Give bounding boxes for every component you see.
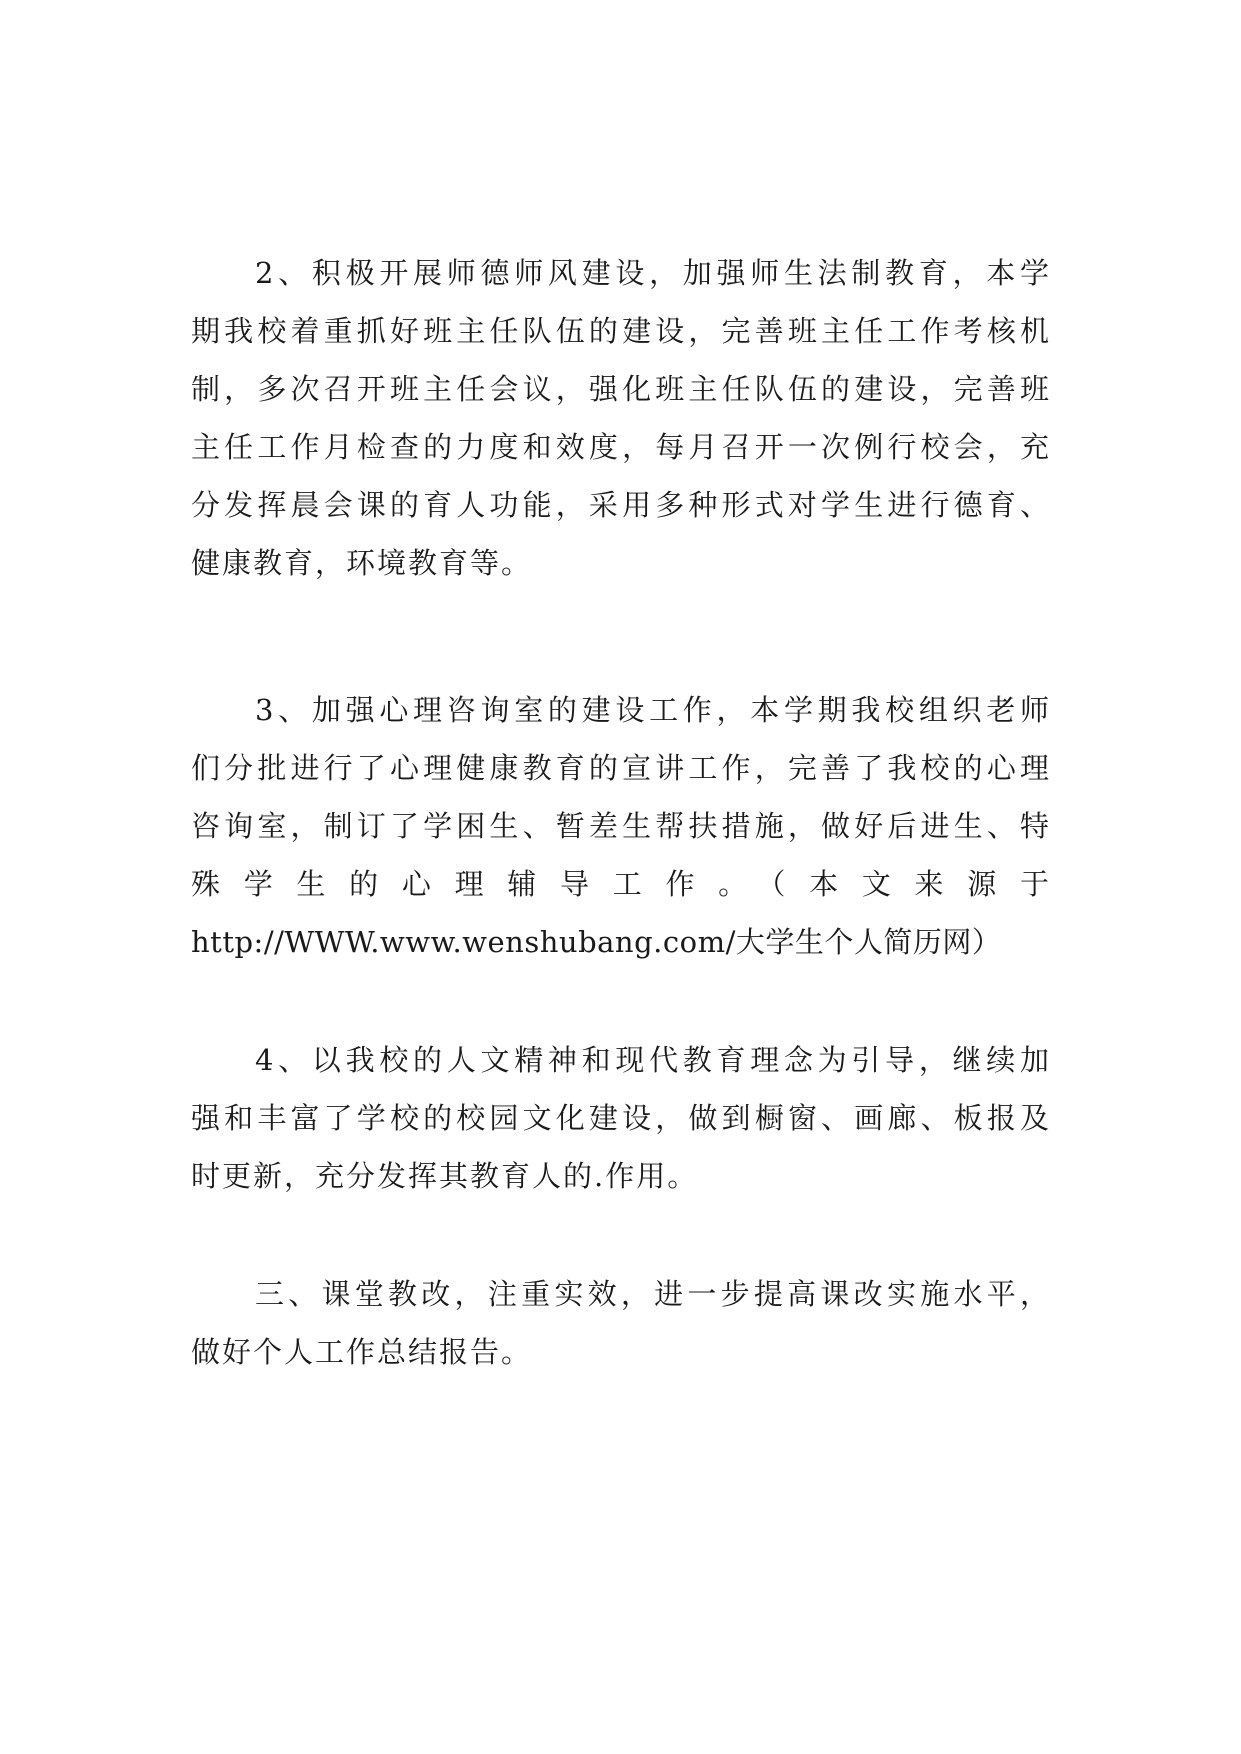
paragraph-line: 强和丰富了学校的校园文化建设，做到橱窗、画廊、板报及 [191, 1101, 1051, 1135]
paragraph-line: 健康教育，环境教育等。 [191, 546, 533, 580]
paragraph-line: 分发挥晨会课的育人功能，采用多种形式对学生进行德育、 [191, 488, 1051, 522]
paragraph-counseling-room [191, 681, 1051, 971]
paragraph-line: 时更新，充分发挥其教育人的.作用。 [191, 1159, 699, 1193]
paragraph-line: 制，多次召开班主任会议，强化班主任队伍的建设，完善班 [191, 372, 1051, 406]
paragraph-line: 2、积极开展师德师风建设，加强师生法制教育，本学 [255, 256, 1051, 290]
paragraph-teacher-ethics [191, 244, 1051, 592]
paragraph-line: 做好个人工作总结报告。 [191, 1335, 533, 1369]
paragraph-line: 期我校着重抓好班主任队伍的建设，完善班主任工作考核机 [191, 314, 1051, 348]
source-url-line: http://WWW.www.wenshubang.com/大学生个人简历网） [191, 925, 1002, 959]
paragraph-line: 4、以我校的人文精神和现代教育理念为引导，继续加 [255, 1043, 1051, 1077]
paragraph-line: 三、课堂教改，注重实效，进一步提高课改实施水平， [255, 1277, 1051, 1311]
section-heading-classroom-reform [191, 1265, 1051, 1381]
paragraph-line: 3、加强心理咨询室的建设工作，本学期我校组织老师 [255, 693, 1051, 727]
paragraph-line: 咨询室，制订了学困生、暂差生帮扶措施，做好后进生、特 [191, 809, 1051, 843]
paragraph-line: 殊学生的心理辅导工作。（本文来源于 [191, 867, 1051, 901]
paragraph-line: 主任工作月检查的力度和效度，每月召开一次例行校会，充 [191, 430, 1051, 464]
paragraph-line: 们分批进行了心理健康教育的宣讲工作，完善了我校的心理 [191, 751, 1051, 785]
paragraph-campus-culture [191, 1031, 1051, 1205]
